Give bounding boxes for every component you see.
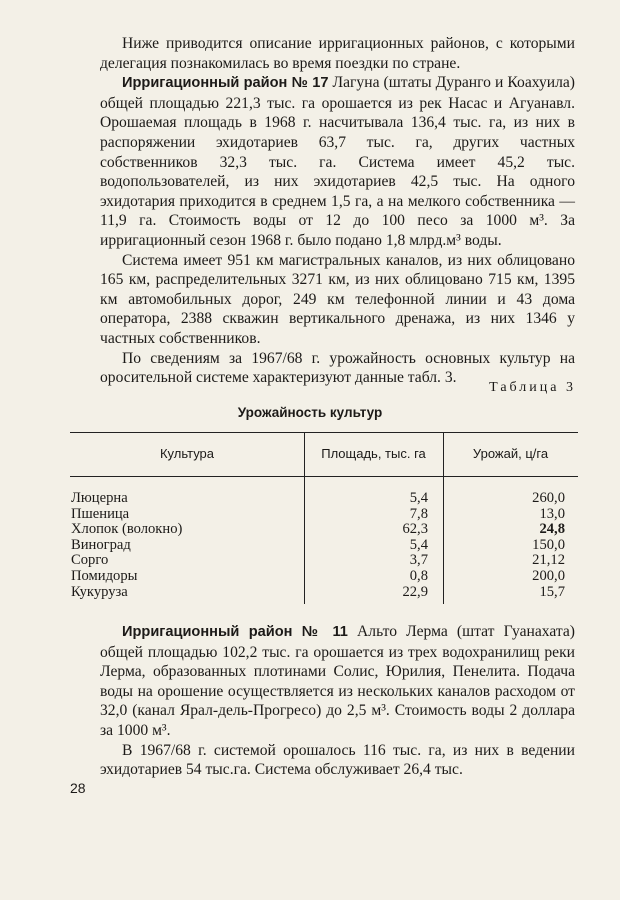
crop-area: 3,7 <box>409 552 428 569</box>
table-label: Таблица 3 <box>489 380 576 395</box>
crop-area: 62,3 <box>402 521 428 538</box>
crop-yield: 21,12 <box>532 552 565 569</box>
district-11-continuation: В 1967/68 г. системой орошалось 116 тыс. га, из них в ведении эхидотариев 54 тыс.га. Система обслуживает 26,4 тыс. <box>100 741 575 779</box>
crop-yield: 13,0 <box>539 505 565 522</box>
crop-yield: 24,8 <box>539 521 565 538</box>
table-header-yield: Урожай, ц/га <box>472 446 549 461</box>
table-header-crop: Культура <box>159 446 215 461</box>
table-top-rule <box>70 432 578 433</box>
district-11-text: Альто Лерма (штат Гуанахата) общей площадью 102,2 тыс. га орошается из трех водохранилищ реки Лерма, образованных плотинами Солис, Юрилия, Пенелита. Подача воды на орошение осуществляется из нескольких каналов расходом от 32,0 (канал Ярал-дель-Прогресо) до 2,5 м³. Стоимость воды 2 доллара за 1000 м³. <box>100 623 575 739</box>
table-row <box>70 522 578 538</box>
crop-name: Пшеница <box>71 505 130 522</box>
crop-area: 5,4 <box>409 536 428 553</box>
crop-yield: 260,0 <box>532 490 565 506</box>
crop-yield: 150,0 <box>532 536 565 553</box>
table-row <box>70 491 578 507</box>
crop-name: Хлопок (волокно) <box>71 521 183 538</box>
crop-area: 0,8 <box>409 567 428 584</box>
crop-name: Люцерна <box>71 490 128 506</box>
table-row <box>70 585 578 601</box>
district-17-text: Лагуна (штаты Дуранго и Коахуила) общей площадью 221,3 тыс. га орошается из рек Насас и Агуанавл. Орошаемая площадь в 1968 г. насчитывала 136,4 тыс. га, из них в распоряжении эхидотариев 63,7 тыс. га, других частных собственников 32,3 тыс. га. Система имеет 45,2 тыс. водопользователей, из них эхидотариев 42,5 тыс. На одного эхидотария приходится в среднем 1,5 га, а на мелкого собственника — 11,9 га. Стоимость воды от 12 до 100 песо за 1000 м³. За ирригационный сезон 1968 г. было подано 1,8 млрд.м³ воды. <box>100 74 575 249</box>
table-row <box>70 553 578 569</box>
crop-name: Сорго <box>71 552 109 569</box>
table-title: Урожайность культур <box>237 405 383 420</box>
district-17-heading: Ирригационный район № 17 <box>122 75 329 92</box>
crop-area: 22,9 <box>402 583 428 600</box>
intro-text <box>100 34 575 388</box>
infrastructure-paragraph: Система имеет 951 км магистральных каналов, из них облицовано 165 км, распределительных 3271 км, из них облицовано 715 км, 1395 км автомобильных дорог, 249 км телефонной линии и 43 дома оператора, 2388 скважин вертикального дренажа, из них 1346 у частных собственников. <box>100 251 575 347</box>
crop-yield: 200,0 <box>532 567 565 584</box>
district-11-heading: Ирригационный район № 11 <box>122 624 348 640</box>
district-11-paragraph <box>100 622 575 741</box>
table-body <box>70 491 578 600</box>
crop-name: Кукуруза <box>71 583 128 600</box>
crop-name: Виноград <box>71 536 131 553</box>
table-reference-paragraph: По сведениям за 1967/68 г. урожайность основных культур на оросительной системе характеризуют данные табл. 3. <box>100 349 575 387</box>
district-17-paragraph <box>100 73 575 250</box>
section-two-text <box>100 622 575 780</box>
crop-area: 5,4 <box>409 490 428 506</box>
table-header-rule <box>70 476 578 477</box>
table-row <box>70 507 578 523</box>
crop-area: 7,8 <box>409 505 428 522</box>
table-header-area: Площадь, тыс. га <box>321 446 426 461</box>
table-row <box>70 538 578 554</box>
page-number: 28 <box>70 780 86 796</box>
crop-yield: 15,7 <box>539 583 565 600</box>
crop-name: Помидоры <box>71 567 138 584</box>
intro-paragraph: Ниже приводится описание ирригационных районов, с которыми делегация познакомилась во время поездки по стране. <box>100 35 575 72</box>
table-row <box>70 569 578 585</box>
